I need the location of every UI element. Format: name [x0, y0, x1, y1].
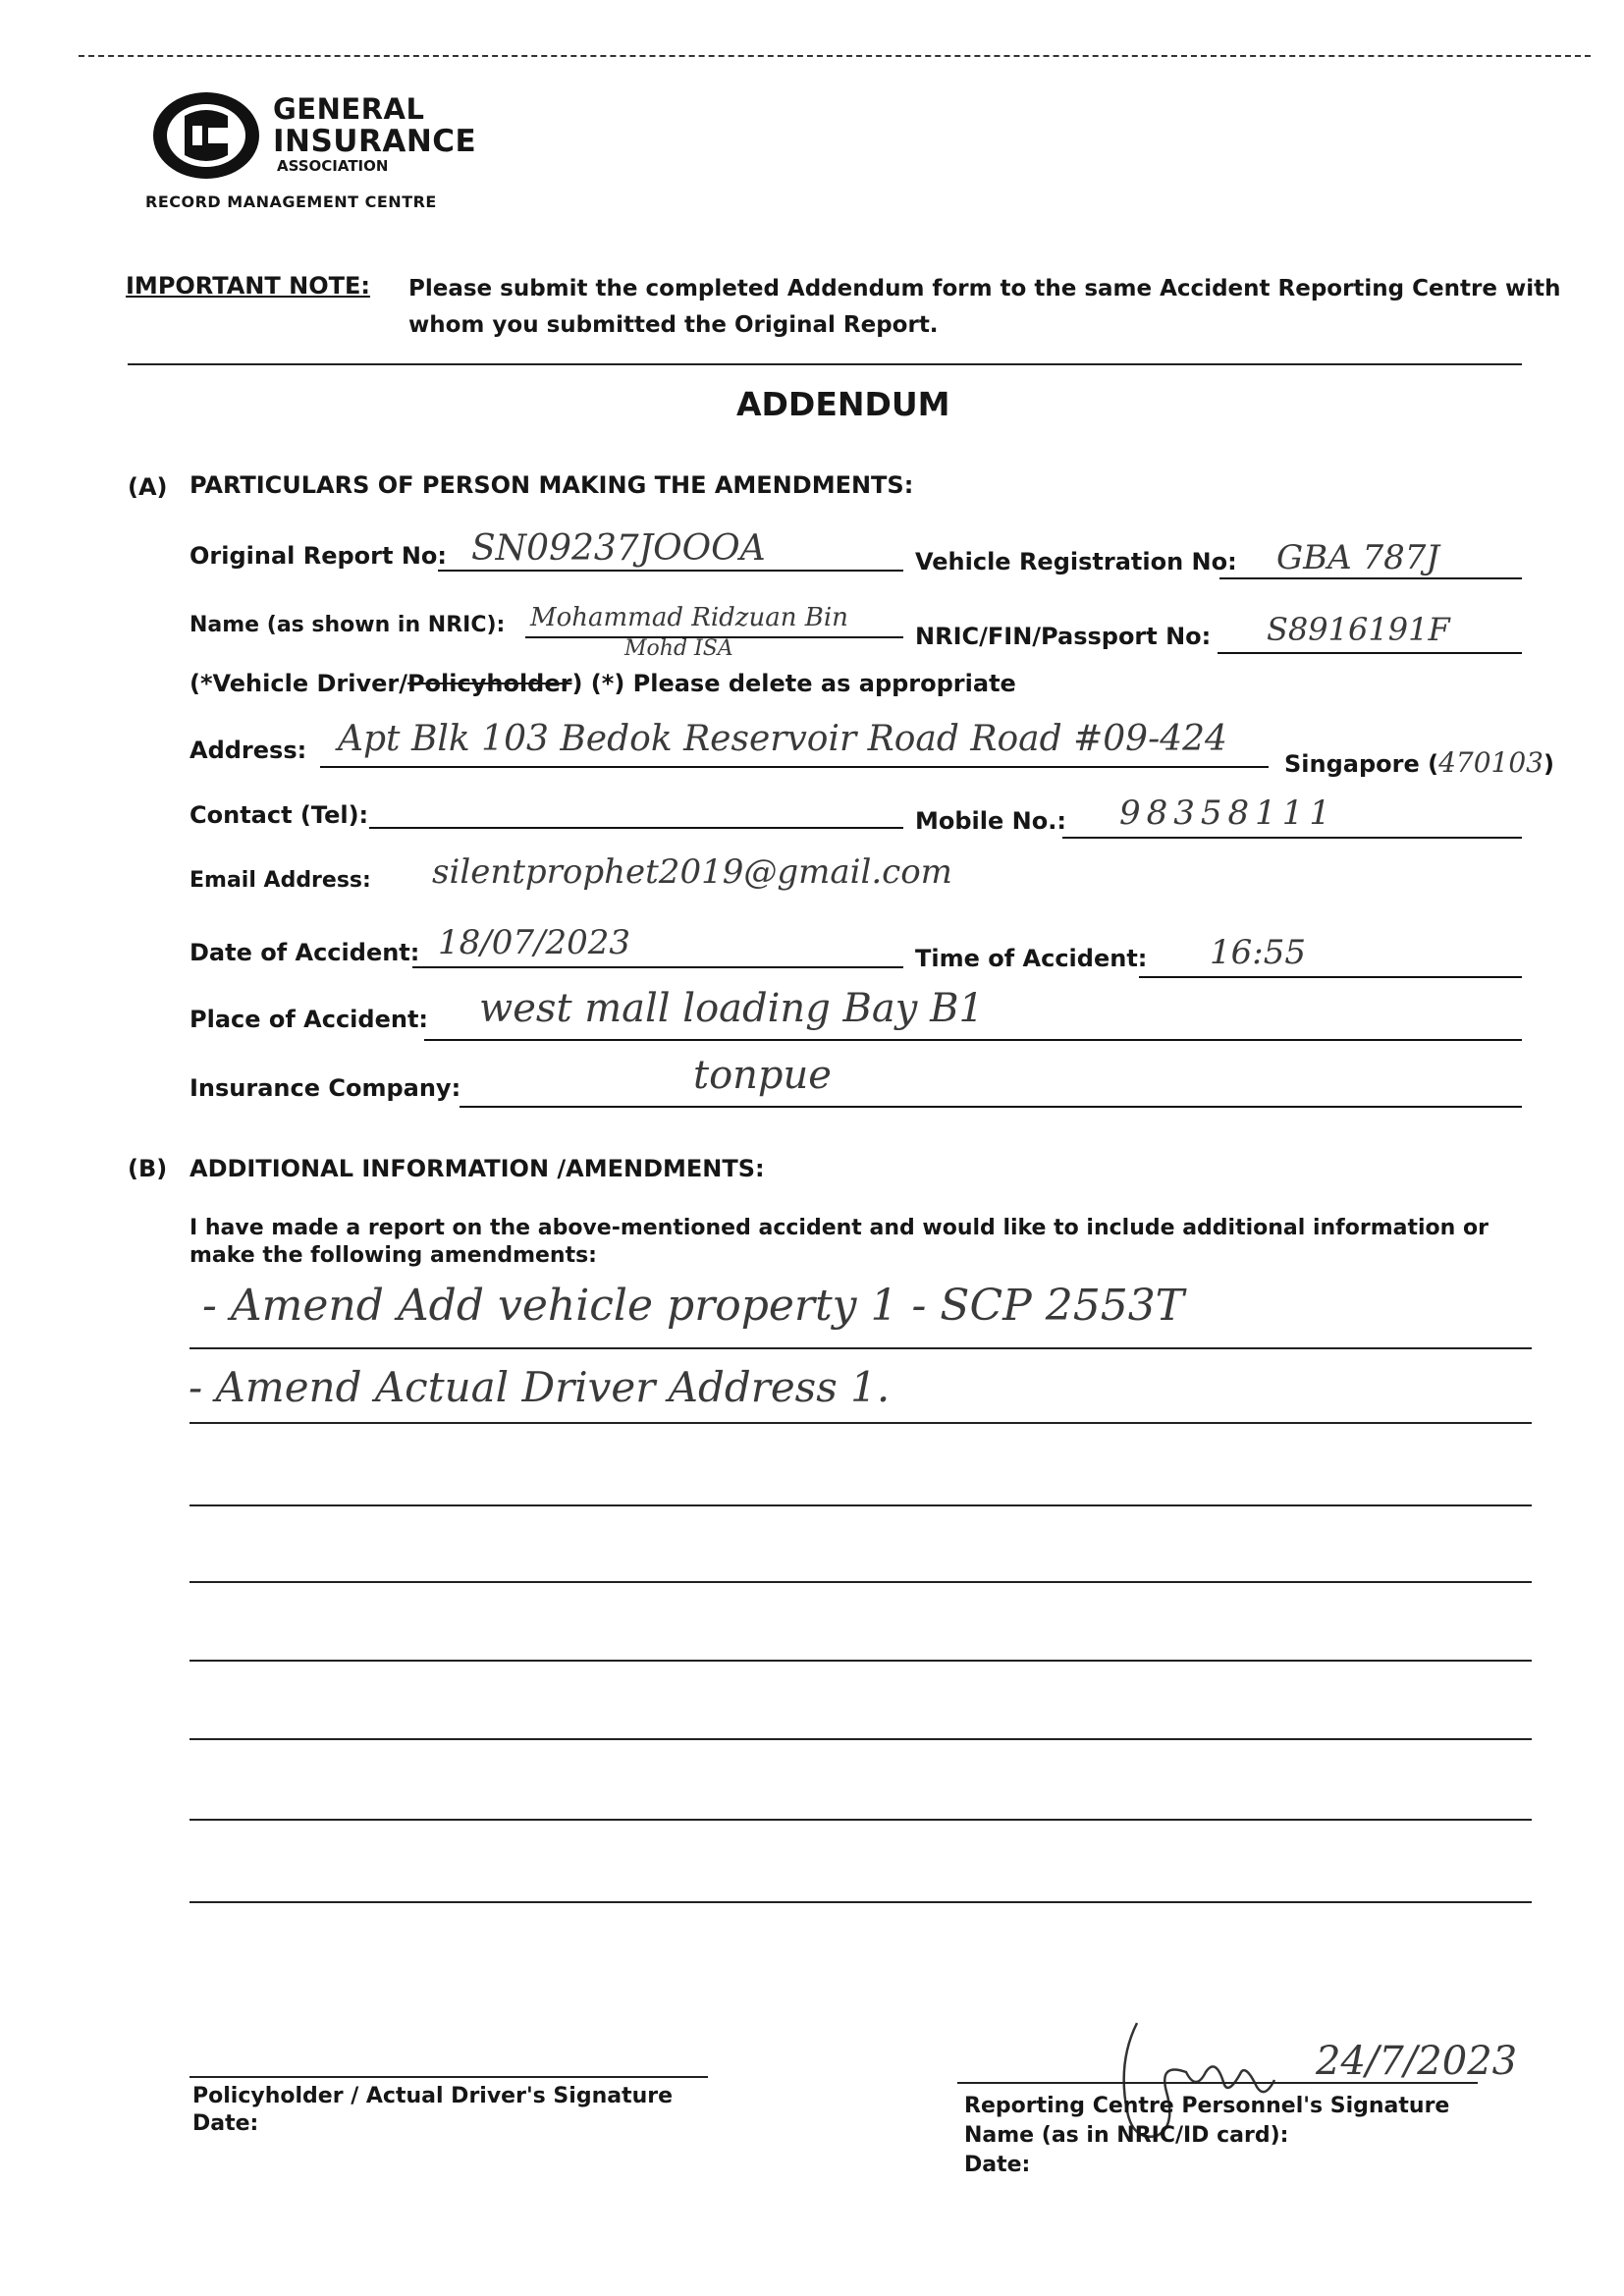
- name-label: Name (as shown in NRIC):: [189, 613, 506, 637]
- singapore-label: Singapore (: [1284, 750, 1439, 778]
- insurance-label: Insurance Company:: [189, 1074, 461, 1102]
- vehicle-reg-value: GBA 787J: [1276, 538, 1440, 577]
- section-b-heading: ADDITIONAL INFORMATION /AMENDMENTS:: [189, 1155, 765, 1182]
- postal-value: 470103: [1438, 746, 1543, 779]
- role-struck: Policyholder: [406, 670, 572, 697]
- mobile-value: 98358111: [1119, 793, 1337, 833]
- right-signature-date: Date:: [964, 2153, 1031, 2177]
- amendment-line-text: - Amend Actual Driver Address 1.: [189, 1363, 891, 1411]
- left-signature-line: [189, 2076, 708, 2078]
- amendment-line: [189, 1660, 1532, 1662]
- place-label: Place of Accident:: [189, 1006, 429, 1033]
- insurance-value: tonpue: [693, 1053, 832, 1098]
- top-scan-line: [79, 55, 1591, 57]
- gia-logo-mark-icon: [147, 86, 265, 185]
- date-label: Date of Accident:: [189, 939, 420, 966]
- mobile-line: [1062, 837, 1522, 839]
- date-value: 18/07/2023: [438, 923, 630, 962]
- singapore-close: ): [1543, 750, 1554, 778]
- logo-line-insurance: INSURANCE: [273, 124, 477, 159]
- record-management-centre: RECORD MANAGEMENT CENTRE: [145, 192, 437, 211]
- role-suffix: ) (*) Please delete as appropriate: [571, 670, 1016, 697]
- section-a-marker: (A): [128, 473, 168, 501]
- name-value-line2: Mohd ISA: [624, 636, 733, 661]
- amendment-line: [189, 1581, 1532, 1583]
- amendment-line: [189, 1819, 1532, 1821]
- section-b-marker: (B): [128, 1155, 168, 1182]
- original-report-line: [438, 570, 903, 572]
- nric-value: S8916191F: [1267, 611, 1450, 648]
- section-a-heading: PARTICULARS OF PERSON MAKING THE AMENDMENTS:: [189, 471, 914, 499]
- time-value: 16:55: [1210, 933, 1306, 972]
- logo-line-association: ASSOCIATION: [277, 157, 389, 175]
- original-report-label: Original Report No:: [189, 542, 447, 570]
- role-prefix: (*Vehicle Driver/: [189, 670, 407, 697]
- insurance-line: [460, 1106, 1522, 1108]
- handwritten-signature-date: 24/7/2023: [1316, 2039, 1518, 2084]
- place-line: [424, 1039, 1522, 1041]
- amendment-line: [189, 1901, 1532, 1903]
- email-label: Email Address:: [189, 868, 371, 893]
- mobile-label: Mobile No.:: [915, 807, 1066, 835]
- address-label: Address:: [189, 737, 307, 764]
- logo-line-general: GENERAL: [273, 92, 425, 126]
- important-note-label: IMPORTANT NOTE:: [126, 272, 370, 300]
- contact-line: [369, 827, 903, 829]
- time-label: Time of Accident:: [915, 945, 1148, 972]
- date-line: [412, 966, 903, 968]
- singapore-postal: [1284, 746, 1554, 779]
- nric-label: NRIC/FIN/Passport No:: [915, 623, 1212, 650]
- amendment-line: [189, 1504, 1532, 1506]
- role-line: [189, 670, 1016, 697]
- name-value-line1: Mohammad Ridzuan Bin: [530, 603, 848, 632]
- email-value: silentprophet2019@gmail.com: [432, 852, 952, 892]
- vehicle-reg-line: [1219, 577, 1522, 579]
- vehicle-reg-label: Vehicle Registration No:: [915, 548, 1237, 575]
- right-signature-title: Reporting Centre Personnel's Signature: [964, 2094, 1450, 2118]
- important-note-line1: Please submit the completed Addendum form to the same Accident Reporting Centre with: [408, 276, 1561, 301]
- important-note-line2: whom you submitted the Original Report.: [408, 312, 939, 338]
- address-line: [320, 766, 1269, 768]
- left-signature-title: Policyholder / Actual Driver's Signature: [192, 2084, 674, 2108]
- left-signature-date: Date:: [192, 2111, 259, 2136]
- header-divider: [128, 363, 1522, 365]
- address-value: Apt Blk 103 Bedok Reservoir Road Road #09-424: [338, 719, 1227, 759]
- time-line: [1139, 976, 1522, 978]
- amendment-line: [189, 1422, 1532, 1424]
- place-value: west mall loading Bay B1: [479, 986, 984, 1031]
- contact-label: Contact (Tel):: [189, 801, 369, 829]
- amendment-line: [189, 1738, 1532, 1740]
- section-b-intro2: make the following amendments:: [189, 1243, 597, 1268]
- amendment-line: [189, 1347, 1532, 1349]
- section-b-intro1: I have made a report on the above-mentioned accident and would like to include additional information or: [189, 1216, 1489, 1240]
- page-title: ADDENDUM: [736, 385, 950, 423]
- nric-line: [1218, 652, 1522, 654]
- right-signature-line: [957, 2082, 1478, 2084]
- original-report-value: SN09237JOOOA: [471, 528, 766, 569]
- amendment-line-text: - Amend Add vehicle property 1 - SCP 2553T: [202, 1281, 1185, 1331]
- right-signature-name: Name (as in NRIC/ID card):: [964, 2123, 1289, 2148]
